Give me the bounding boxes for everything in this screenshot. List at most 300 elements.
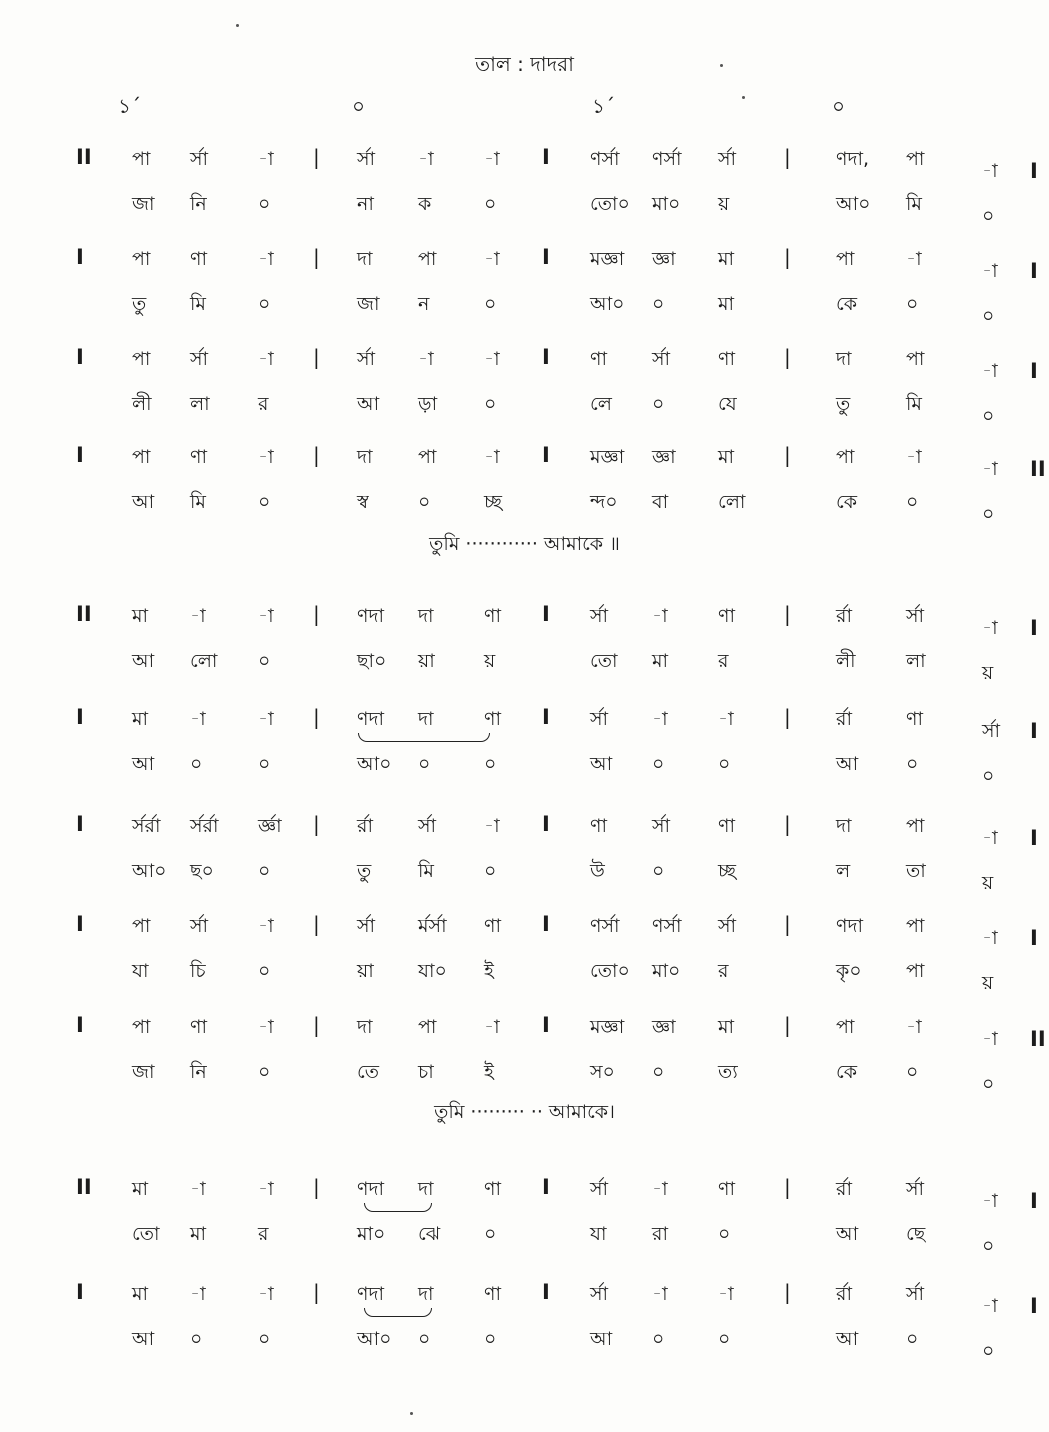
swara-note: র্সা <box>906 1283 925 1305</box>
swara-note: -া <box>982 160 998 182</box>
bani-syllable: ০ <box>652 753 665 775</box>
swara-note: জ্ঞা <box>652 446 676 468</box>
swara-note: ণা <box>190 248 207 270</box>
bani-syllable: তো <box>132 1223 160 1245</box>
barline: | <box>784 443 791 467</box>
swara-note: ণা <box>590 815 607 837</box>
swara-note: -া <box>652 1178 668 1200</box>
barline: | <box>784 345 791 369</box>
barline: I <box>76 705 84 729</box>
barline: | <box>313 602 320 626</box>
bani-syllable: আ০ <box>132 860 167 882</box>
bani-syllable: ০ <box>652 860 665 882</box>
bani-syllable: মা০ <box>652 960 681 982</box>
swara-note: -া <box>418 348 434 370</box>
bani-syllable: চ্ছ <box>718 860 736 882</box>
bani-syllable: আ <box>132 491 155 513</box>
bani-syllable: আ <box>357 393 380 415</box>
swara-note: পা <box>836 248 855 270</box>
refrain-line: তুমি ············ আমাকে ॥ <box>429 533 620 555</box>
barline: | <box>784 1175 791 1199</box>
bani-syllable: তো <box>590 650 618 672</box>
barline: | <box>313 812 320 836</box>
bani-syllable: ০ <box>652 293 665 315</box>
bani-syllable: য় <box>484 650 496 672</box>
swara-note: -া <box>190 605 206 627</box>
barline: | <box>784 1280 791 1304</box>
bani-syllable: নি <box>190 1061 207 1083</box>
swara-note: -া <box>484 815 500 837</box>
barline: II <box>1030 1027 1046 1051</box>
barline: II <box>76 145 92 169</box>
bani-syllable: যা <box>132 960 149 982</box>
bani-syllable: আ <box>132 650 155 672</box>
swara-note: র্সা <box>982 720 1001 742</box>
bani-syllable: ই <box>484 1061 494 1083</box>
bani-syllable: আ <box>590 753 613 775</box>
swara-note: ণদা <box>836 915 863 937</box>
bani-syllable: ল <box>836 860 851 882</box>
print-speck <box>236 24 239 27</box>
barline: I <box>542 245 550 269</box>
bani-syllable: তো০ <box>590 193 630 215</box>
bani-syllable: ০ <box>906 1328 919 1350</box>
swara-note: -া <box>258 348 274 370</box>
bani-syllable: লে <box>590 393 612 415</box>
bani-syllable: ড়া <box>418 393 438 415</box>
bani-syllable: ০ <box>982 1073 995 1095</box>
page-title: তাল : দাদরা <box>475 52 574 76</box>
swara-note: ণা <box>484 915 501 937</box>
bani-syllable: মা০ <box>652 193 681 215</box>
bani-syllable: চি <box>190 960 206 982</box>
bani-syllable: য়া <box>418 650 435 672</box>
taal-mark: ০ <box>352 94 366 118</box>
swara-note: -া <box>652 605 668 627</box>
swara-note: পা <box>132 248 151 270</box>
bani-syllable: র <box>718 960 729 982</box>
barline: I <box>1030 719 1038 743</box>
bani-line <box>0 390 1049 436</box>
swara-note: র্সা <box>590 708 609 730</box>
bani-syllable: আ <box>836 1328 859 1350</box>
bani-syllable: ০ <box>484 293 497 315</box>
swara-note: র্রা <box>357 815 373 837</box>
swara-note: দা <box>357 1016 373 1038</box>
barline: I <box>76 912 84 936</box>
bani-syllable: আ০ <box>836 193 871 215</box>
swara-note: মা <box>132 708 149 730</box>
bani-syllable: ০ <box>418 753 431 775</box>
swara-note: মজ্ঞা <box>590 1016 625 1038</box>
swara-note: ণদা <box>357 708 384 730</box>
bani-syllable: তু <box>836 393 851 415</box>
bani-syllable: কে <box>836 491 858 513</box>
swara-note: মজ্ঞা <box>590 248 625 270</box>
swara-note: -া <box>258 1016 274 1038</box>
bani-syllable: য় <box>982 662 994 684</box>
barline: | <box>313 145 320 169</box>
swara-line <box>0 602 1049 648</box>
bani-syllable: ০ <box>484 753 497 775</box>
swara-line <box>0 245 1049 291</box>
swara-note: -া <box>258 1178 274 1200</box>
swara-line <box>0 1280 1049 1326</box>
bani-syllable: যা <box>590 1223 607 1245</box>
swara-note: -া <box>190 1178 206 1200</box>
swara-note: -া <box>652 1283 668 1305</box>
swara-line <box>0 145 1049 191</box>
swara-note: -া <box>258 605 274 627</box>
bani-syllable: ০ <box>258 293 271 315</box>
bani-syllable: মা <box>652 650 669 672</box>
bani-syllable: নি <box>190 193 207 215</box>
swara-note: দা <box>836 348 852 370</box>
swara-note: -া <box>982 617 998 639</box>
swara-note: পা <box>906 148 925 170</box>
bani-syllable: ন্দ০ <box>590 491 618 513</box>
swara-note: পা <box>132 1016 151 1038</box>
swara-note: ণা <box>484 708 501 730</box>
swara-note: -া <box>718 1283 734 1305</box>
bani-syllable: ০ <box>906 753 919 775</box>
swara-note: দা <box>418 708 434 730</box>
bani-syllable: ০ <box>258 193 271 215</box>
bani-syllable: ০ <box>982 1340 995 1362</box>
swara-note: র্রা <box>836 1283 852 1305</box>
bani-syllable: লা <box>906 650 926 672</box>
swara-note: র্সা <box>590 1283 609 1305</box>
barline: II <box>1030 457 1046 481</box>
bani-syllable: তু <box>132 293 147 315</box>
barline: | <box>784 812 791 836</box>
swara-note: দা <box>357 446 373 468</box>
swara-note: -া <box>484 148 500 170</box>
barline: | <box>313 245 320 269</box>
barline: | <box>784 912 791 936</box>
bani-syllable: ০ <box>982 405 995 427</box>
bani-syllable: ০ <box>484 393 497 415</box>
taal-mark: ১ˊ <box>592 94 615 118</box>
swara-note: পা <box>418 248 437 270</box>
barline: I <box>542 812 550 836</box>
swara-line <box>0 1175 1049 1221</box>
bani-syllable: মি <box>190 491 206 513</box>
swara-note: -া <box>484 446 500 468</box>
bani-line <box>0 290 1049 336</box>
barline: I <box>1030 259 1038 283</box>
swara-note: -া <box>718 708 734 730</box>
bani-syllable: মা০ <box>357 1223 386 1245</box>
bani-line <box>0 488 1049 534</box>
swara-note: পা <box>836 1016 855 1038</box>
swara-note: -া <box>982 458 998 480</box>
bani-syllable: র <box>258 1223 269 1245</box>
bani-syllable: লী <box>132 393 152 415</box>
bani-syllable: ০ <box>190 1328 203 1350</box>
swara-note: -া <box>484 1016 500 1038</box>
swara-note: দা <box>418 1178 434 1200</box>
bani-syllable: ০ <box>258 960 271 982</box>
barline: I <box>1030 616 1038 640</box>
swara-note: ণদা <box>357 605 384 627</box>
bani-syllable: স্ব <box>357 491 369 513</box>
bani-syllable: ০ <box>418 491 431 513</box>
swara-note: র্সা <box>357 148 376 170</box>
barline: I <box>1030 926 1038 950</box>
bani-line <box>0 957 1049 1003</box>
swara-line <box>0 705 1049 751</box>
barline: | <box>313 443 320 467</box>
barline: | <box>784 602 791 626</box>
bani-syllable: আ <box>132 753 155 775</box>
bani-syllable: ০ <box>190 753 203 775</box>
swara-note: জ্ঞা <box>652 248 676 270</box>
bani-syllable: লী <box>836 650 856 672</box>
bani-syllable: মি <box>906 393 922 415</box>
bani-syllable: ০ <box>718 1223 731 1245</box>
bani-syllable: মা <box>718 293 735 315</box>
bani-syllable: ০ <box>258 650 271 672</box>
swara-note: পা <box>906 815 925 837</box>
barline: II <box>76 1175 92 1199</box>
bani-syllable: ছা০ <box>357 650 387 672</box>
swara-note: -া <box>258 1283 274 1305</box>
swara-note: পা <box>132 915 151 937</box>
barline: I <box>542 1013 550 1037</box>
bani-syllable: উ <box>590 860 605 882</box>
swara-note: র্রা <box>836 708 852 730</box>
barline: I <box>542 705 550 729</box>
swara-note: র্সা <box>718 148 737 170</box>
meend-slur-mark <box>364 1308 432 1317</box>
barline: | <box>784 1013 791 1037</box>
bani-syllable: লা <box>190 393 210 415</box>
barline: | <box>313 1280 320 1304</box>
barline: I <box>1030 159 1038 183</box>
barline: I <box>542 145 550 169</box>
swara-note: র্সর্রা <box>132 815 161 837</box>
swara-note: মা <box>132 605 149 627</box>
swara-note: মজ্ঞা <box>590 446 625 468</box>
barline: I <box>1030 826 1038 850</box>
print-speck <box>410 1412 413 1415</box>
swara-note: র্সা <box>652 815 671 837</box>
bani-syllable: তু <box>357 860 372 882</box>
bani-syllable: যে <box>718 393 737 415</box>
barline: I <box>542 602 550 626</box>
bani-syllable: ঝে <box>418 1223 441 1245</box>
bani-syllable: ০ <box>982 305 995 327</box>
barline: | <box>313 705 320 729</box>
swara-note: দা <box>418 605 434 627</box>
bani-syllable: লো <box>718 491 746 513</box>
bani-syllable: ত্য <box>718 1061 738 1083</box>
swara-note: -া <box>258 708 274 730</box>
bani-syllable: ০ <box>484 860 497 882</box>
swara-note: ণদা, <box>836 148 870 170</box>
swara-note: পা <box>836 446 855 468</box>
swara-note: ণর্সা <box>652 915 682 937</box>
barline: | <box>313 345 320 369</box>
bani-syllable: তো০ <box>590 960 630 982</box>
bani-line <box>0 190 1049 236</box>
bani-syllable: ০ <box>258 491 271 513</box>
bani-syllable: চ্ছ <box>484 491 502 513</box>
swara-note: পা <box>132 446 151 468</box>
swara-note: -া <box>982 1190 998 1212</box>
swara-note: র্সা <box>906 605 925 627</box>
swara-note: -া <box>484 248 500 270</box>
barline: | <box>313 912 320 936</box>
barline: I <box>76 245 84 269</box>
bani-syllable: স০ <box>590 1061 615 1083</box>
bani-syllable: ০ <box>982 503 995 525</box>
bani-syllable: ০ <box>718 1328 731 1350</box>
swara-note: পা <box>906 915 925 937</box>
barline: II <box>76 602 92 626</box>
barline: | <box>784 145 791 169</box>
barline: I <box>542 1280 550 1304</box>
swara-note: -া <box>982 927 998 949</box>
swara-note: -া <box>982 827 998 849</box>
swara-note: ণা <box>718 348 735 370</box>
swara-line <box>0 345 1049 391</box>
bani-syllable: ০ <box>258 1061 271 1083</box>
swara-note: ণা <box>190 1016 207 1038</box>
barline: I <box>76 1280 84 1304</box>
swara-line <box>0 912 1049 958</box>
taal-mark: ০ <box>832 94 846 118</box>
swara-note: র্জ্ঞা <box>258 815 282 837</box>
bani-syllable: আ <box>836 1223 859 1245</box>
swara-line <box>0 812 1049 858</box>
bani-syllable: মা <box>190 1223 207 1245</box>
swara-line <box>0 443 1049 489</box>
bani-syllable: ০ <box>484 1328 497 1350</box>
barline: I <box>76 1013 84 1037</box>
swara-note: র্সা <box>190 915 209 937</box>
swara-note: -া <box>418 148 434 170</box>
swara-note: -া <box>190 1283 206 1305</box>
swara-note: পা <box>418 446 437 468</box>
bani-syllable: য় <box>982 872 994 894</box>
taal-mark: ১ˊ <box>118 94 141 118</box>
swara-note: ণর্সা <box>590 148 620 170</box>
bani-syllable: ০ <box>652 393 665 415</box>
barline: I <box>76 443 84 467</box>
swara-note: মা <box>718 248 735 270</box>
swara-note: পা <box>132 348 151 370</box>
bani-line <box>0 647 1049 693</box>
swara-note: -া <box>258 446 274 468</box>
bani-syllable: ০ <box>258 1328 271 1350</box>
bani-syllable: পা <box>906 960 925 982</box>
swara-note: ণা <box>484 1283 501 1305</box>
swara-note: দা <box>418 1283 434 1305</box>
swara-note: র্সা <box>718 915 737 937</box>
bani-syllable: র <box>718 650 729 672</box>
meend-slur-mark <box>364 1203 432 1212</box>
bani-syllable: ০ <box>652 1061 665 1083</box>
swara-note: -া <box>484 348 500 370</box>
bani-syllable: ন <box>418 293 430 315</box>
barline: I <box>1030 1294 1038 1318</box>
print-speck <box>720 64 723 67</box>
bani-line <box>0 1325 1049 1371</box>
bani-syllable: মি <box>418 860 434 882</box>
swara-note: -া <box>258 915 274 937</box>
swara-note: পা <box>906 348 925 370</box>
swara-note: -া <box>652 708 668 730</box>
bani-syllable: আ০ <box>590 293 625 315</box>
bani-syllable: ০ <box>652 1328 665 1350</box>
bani-syllable: ই <box>484 960 494 982</box>
swara-note: র্সর্রা <box>190 815 219 837</box>
swara-note: র্রা <box>836 1178 852 1200</box>
bani-syllable: র <box>258 393 269 415</box>
swara-note: -া <box>906 1016 922 1038</box>
swara-note: র্সা <box>418 815 437 837</box>
taal-marks-row <box>0 92 1049 122</box>
bani-syllable: ০ <box>258 753 271 775</box>
bani-syllable: লো <box>190 650 218 672</box>
bani-syllable: ০ <box>258 860 271 882</box>
swara-note: জ্ঞা <box>652 1016 676 1038</box>
swara-note: -া <box>982 260 998 282</box>
barline: I <box>76 345 84 369</box>
barline: | <box>313 1013 320 1037</box>
bani-syllable: ০ <box>484 1223 497 1245</box>
bani-syllable: ০ <box>982 765 995 787</box>
bani-syllable: কৃ০ <box>836 960 862 982</box>
swara-note: -া <box>982 1028 998 1050</box>
bani-syllable: যা০ <box>418 960 447 982</box>
swara-note: ণা <box>484 1178 501 1200</box>
swara-note: -া <box>982 1295 998 1317</box>
swara-note: র্সা <box>357 348 376 370</box>
barline: I <box>1030 359 1038 383</box>
bani-syllable: ছে <box>906 1223 926 1245</box>
bani-line <box>0 750 1049 796</box>
bani-syllable: ছ০ <box>190 860 214 882</box>
swara-note: -া <box>906 248 922 270</box>
bani-syllable: তে <box>357 1061 379 1083</box>
bani-syllable: ০ <box>718 753 731 775</box>
bani-syllable: মি <box>906 193 922 215</box>
bani-syllable: আ <box>132 1328 155 1350</box>
swara-note: ণর্সা <box>652 148 682 170</box>
swara-note: র্মর্সা <box>418 915 447 937</box>
bani-syllable: ০ <box>418 1328 431 1350</box>
barline: I <box>542 1175 550 1199</box>
swara-note: মা <box>718 446 735 468</box>
bani-syllable: ০ <box>982 205 995 227</box>
swara-note: র্রা <box>836 605 852 627</box>
bani-line <box>0 857 1049 903</box>
swara-note: র্সা <box>590 1178 609 1200</box>
swara-note: ণা <box>484 605 501 627</box>
swara-note: র্সা <box>357 915 376 937</box>
bani-syllable: কে <box>836 293 858 315</box>
swara-note: ণা <box>718 605 735 627</box>
swara-note: দা <box>357 248 373 270</box>
bani-syllable: য় <box>982 972 994 994</box>
swara-note: র্সা <box>590 605 609 627</box>
swara-note: -া <box>258 248 274 270</box>
bani-syllable: আ <box>590 1328 613 1350</box>
bani-syllable: আ <box>836 753 859 775</box>
